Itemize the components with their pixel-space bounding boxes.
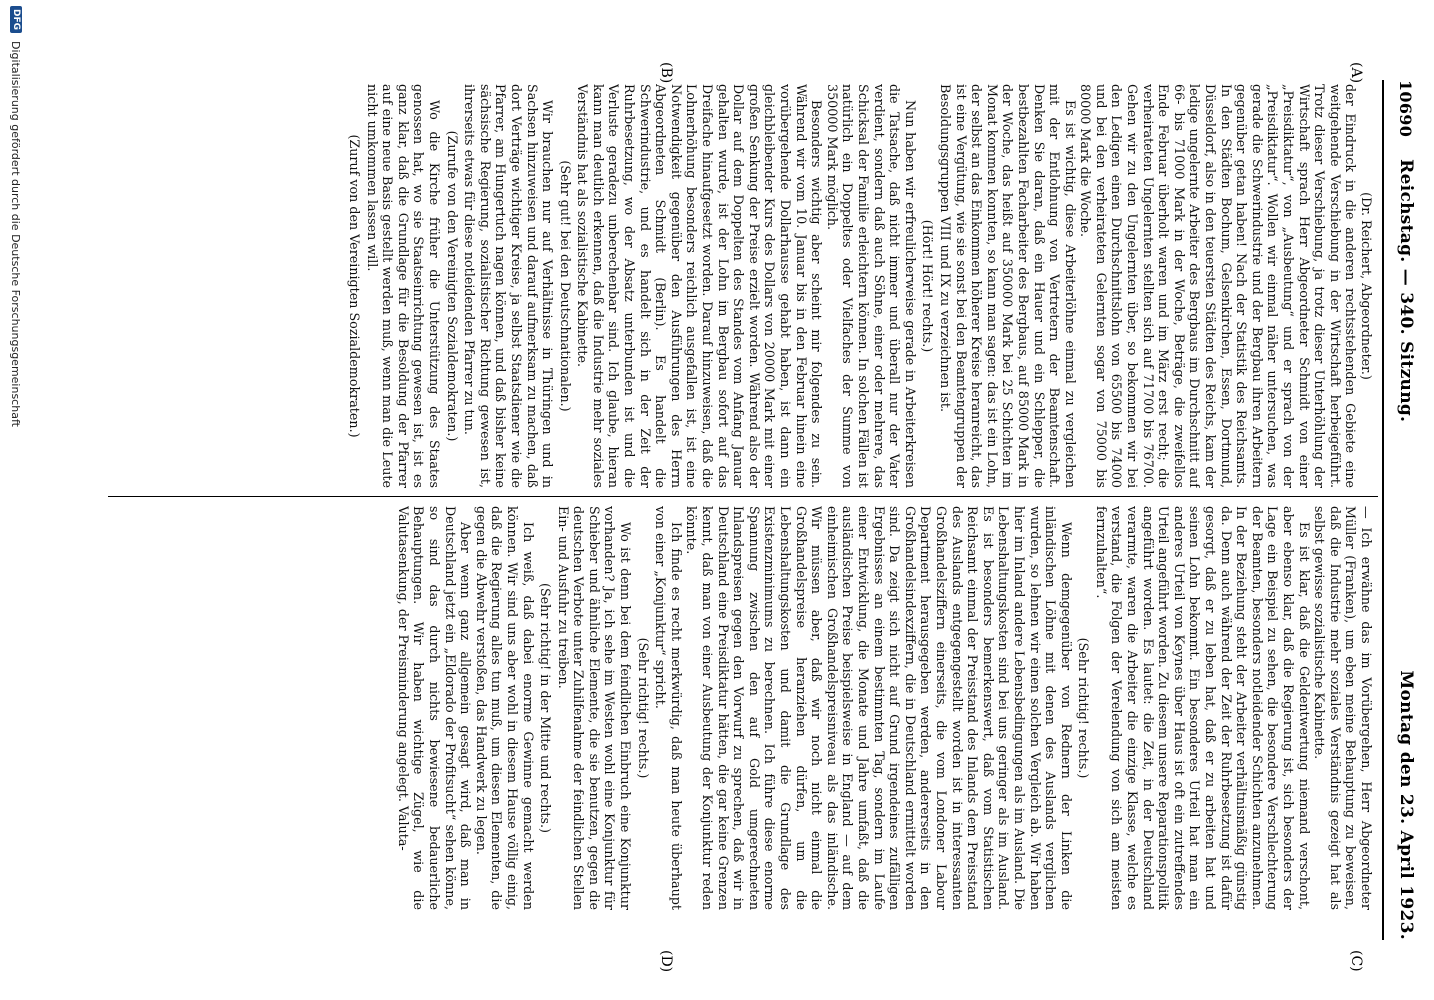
paragraph: Ich weiß, daß dabei enorme Gewinne gemacht werden können. Wir sind uns aber wohl in diesem Hause völlig einig, daß die Regierung alles tun muß, um diesen Elementen, die gegen die Abwehr verstoßen, das Handwerk zu legen. <box>473 506 536 910</box>
interjection: (Zuruf von den Vereinigten Sozialdemokraten.) <box>347 134 362 438</box>
header-rule <box>1382 80 1384 940</box>
paragraph: Es ist klar, daß die Geldentwertung niemand verschont, aber ebenso klar, daß die Regierung ist, sich besonders der Lage ein Beispiel zu sehen, die besondere Verschlechterung der Beamten, besonders notleidender Schichten anzunehmen. In der Beziehung steht der Arbeiter verhältnismäßig günstig da. Denn auch während der Zeit der Ruhrbesetzung ist dafür gesorgt, daß er zu leben hat, daß er zu arbeiten hat und seinen Lohn bekommt. Ein besonderes Urteil hat man ein anderes Urteil von Keynes über Haus ist oft ein zutreffendes Urteil angeführt worden. Zu diesem unsere Reparationspolitik angeführt worden. Es lautet: die Zeit, in der Deutschland verarmte, waren die Arbeiter die einzige Klasse, welche es verstand, die Folgen der Verelendung von sich am meisten fernzuhalten“. <box>1093 506 1312 910</box>
page-number: 10690 <box>1396 80 1416 138</box>
interjection: (Sehr gut! bei den Deutschnationalen.) <box>557 160 573 412</box>
paragraph: Besonders wichtig aber scheint mir folgendes zu sein. Während wir vom 10. Januar bis in den Februar hinein eine vorübergehende Dollarhausse gehabt haben, ist dann ein gleichbleibender Kurs des Dollars von 20000 Mark mit einer großen Senkung der Preise erzielt worden. Während also der Dollar auf dem Doppelten des Standes vom Anfang Januar gehalten wurde, ist der Lohn im Bergbau sofort auf das Dreifache hinaufgesetzt worden. Darauf hinzuweisen, daß die Lohnerhöhung besonders reichlich ausgefallen ist, ist eine Notwendigkeit gegenüber den Ausführungen des Herrn Abgeordneten Schmidt (Berlin). Es handelt die Schwerindustrie, und es handelt sich in der Zeit der Ruhrbesetzung, wo der Absatz unterbunden ist und die Verluste geradezu unberechenbar sind. Ich glaube, hieran kann man deutlich erkennen, daß die Industrie mehr soziales Verständnis hat als sozialistische Kabinette. <box>575 84 825 488</box>
paragraph: Ich finde es recht merkwürdig, daß man heute überhaupt von einer „Konjunktur“ spricht. <box>653 506 684 910</box>
page-header <box>1388 80 1424 940</box>
interjection: (Zurufe von den Vereinigten Sozialdemokraten.) <box>444 130 460 442</box>
right-column <box>54 506 1374 910</box>
left-column <box>54 84 1374 488</box>
margin-marker-a: (A) <box>1348 62 1364 84</box>
margin-marker-b: (B) <box>658 62 674 84</box>
column-divider <box>108 496 1378 497</box>
session-date: Montag den 23. April 1923. <box>1396 670 1416 940</box>
dfg-logo: DFG <box>10 6 22 33</box>
margin-marker-d: (D) <box>658 950 674 973</box>
interjection: (Sehr richtig! rechts.) <box>635 637 651 779</box>
paragraph: Wo ist denn bei dem feindlichen Einbruch eine Konjunktur vorhanden? Ja, ich sehe im Westen wohl eine Konjunktur für Schieber und ähnliche Elemente, die sie benutzen, gegen die deutschen Verbote unter Zuhilfenahme der feindlichen Stellen Ein- und Ausfuhr zu treiben. <box>555 506 634 910</box>
paragraph: Es ist wichtig, diese Arbeiterlöhne einmal zu vergleichen mit der Entlohnung von Vertretern der Beamtenschaft. Denken Sie daran, daß ein Hauer und ein Schlepper, die bestbezahlten Facharbeiter des Bergbaus, auf 85000 Mark in der Woche, das heißt auf 350000 Mark bei 25 Schichten im Monat kommen konnten, so kann man sagen: das ist ein Lohn, der selbst an das Einkommen höherer Kreise heranreicht, das ist eine Vergütung, wie sie sonst bei den Beamtengruppen der Besoldungsgruppen VIII und IX zu verzeichnen ist. <box>937 84 1078 488</box>
paragraph: der Eindruck in die anderen rechtsstehenden Gebiete eine weitgehende Verschiebung in der Wirtschaft herbeigeführt. Trotz dieser Verschiebung, ja trotz dieser Unterhöhlung der Wirtschaft sprach Herr Abgeordneter Schmidt von einer „Preisdiktatur“, von „Ausbeutung“ und er sprach von der „Preisdiktatur“. Wollen wir einmal näher untersuchen, was gerade die Schwerindustrie und der Bergbau ihren Arbeitern gegenüber getan haben! Nach der Statistik des Reichsamts. In den Städten Bochum, Gelsenkirchen, Essen, Dortmund, Düsseldorf, also in den teuersten Städten des Reichs, kam der ledige ungelernte Arbeiter des Bergbaus im Durchschnitt auf 66- bis 71000 Mark in der Woche, Beträge, die zweifellos Ende Februar überholt waren und im März erst recht; die verheirateten Ungelernten stellten sich auf 71700 bis 76700. Gehen wir zu den Ungelernten über, so bekommen wir bei den Ledigen einen Durchschnittslohn von 65500 bis 74000 und bei den verheirateten Gelernten sogar von 75000 bis 80000 Mark die Woche. <box>1078 84 1359 488</box>
speaker-line: (Dr. Reichert, Abgeordneter.) <box>1359 192 1374 380</box>
interjection: (Sehr richtig! in der Mitte und rechts.) <box>538 583 554 833</box>
interjection: (Sehr richtig! rechts.) <box>1076 637 1092 779</box>
credit-text: Digitalisierung gefördert durch die Deutsche Forschungsgemeinschaft <box>9 41 23 427</box>
page-title: Reichstag. — 340. Sitzung. <box>1396 159 1416 423</box>
paragraph: Wo die Kirche früher die Unterstützung des Staates genossen hat, wo sie Staatseinrichtung gewesen ist, ist es ganz klar, daß die Grundlage für die Besoldung der Pfarrer auf eine neue Basis gestellt werden muß, wenn man die Leute nicht umkommen lassen will. <box>364 84 442 488</box>
interjection: (Hört! Hört! rechts.) <box>920 219 936 353</box>
paragraph: Wir brauchen nur auf Verhältnisse in Thüringen und in Sachsen hinzuweisen und darauf aufmerksam zu machen, daß dort Verträge wichtiger Kreise, ja selbst Staatsdiener wie die Pfarrer, am Hungertuch nagen können, und daß bisher keine sächsische Regierung, sozialistischer Richtung gewesen ist, ihrerseits etwas für diese notleidenden Pfarrer zu tun. <box>462 84 556 488</box>
digitization-credit <box>2 0 30 1000</box>
paragraph: Aber wenn ganz allgemein gesagt wird, daß man in Deutschland jetzt ein „Eldorado der Profitsucht“ sehen könne, so sind das durch nichts bewiesene bedauerliche Behauptungen. Wir haben wichtige Zügel, wie die Valutasenkung, der Preisminderung angelegt. Valuta- <box>395 506 474 910</box>
margin-marker-c: (C) <box>1348 950 1364 972</box>
paragraph: — Ich erwähne das im Vorübergehen, Herr Abgeordneter Müller (Franken), um eben meine Behauptung zu beweisen, daß die Industrie mehr soziales Verständnis gezeigt hat als selbst gewisse sozialistische Kabinette. <box>1312 506 1374 910</box>
paragraph: Wenn demgegenüber von Rednern der Linken die inländischen Löhne mit denen des Auslands verglichen wurden, so lehnen wir einen solchen Vergleich ab. Wir haben hier im Inland andere Lebensbedingungen als im Ausland. Die Lebenshaltungskosten sind bei uns geringer als im Ausland. Es ist besonders bemerkenswert, daß vom Statistischen Reichsamt einmal der Preisstand des Inlands dem Preisstand des Auslands entgegengestellt worden ist in interessanten Großhandelsziffern einerseits, die vom Londoner Labour Department herausgegeben werden, andererseits in den Großhandelsindexziffern, die in Deutschland ermittelt worden sind. Da zeigt sich nicht auf Grund irgendeines zufälligen Ergebnisses an einem bestimmten Tag, sondern im Laufe einer Entwicklung, die Monate und Jahre umfaßt, daß die ausländischen Preise beispielsweise in England — auf dem einheimischen Großhandelspreisniveau als das inländische. Wir müssen aber, daß wir noch nicht einmal die Großhandelspreise heranziehen dürfen, um die Lebenshaltungskosten und damit die Grundlage des Existenzminimums zu berechnen. Ich führe diese enorme Spannung zwischen den auf Gold umgerechneten Inlandspreisen gegen den Vorwurf zu sprechen, daß wir in Deutschland eine Preisdiktatur hätten, die gar keine Grenzen kennt, daß man von einer Ausbeutung der Konjunktur reden könnte. <box>684 506 1074 910</box>
paragraph: Nun haben wir erfreulicherweise gerade in Arbeiterkreisen die Tatsache, daß nicht immer und überall nur der Vater verdient, sondern daß auch Söhne, einer oder mehrere, das Schicksal der Familie erleichtern können. In solchen Fällen ist natürlich ein Doppeltes oder Vielfaches der Summe von 350000 Mark möglich. <box>824 84 918 488</box>
